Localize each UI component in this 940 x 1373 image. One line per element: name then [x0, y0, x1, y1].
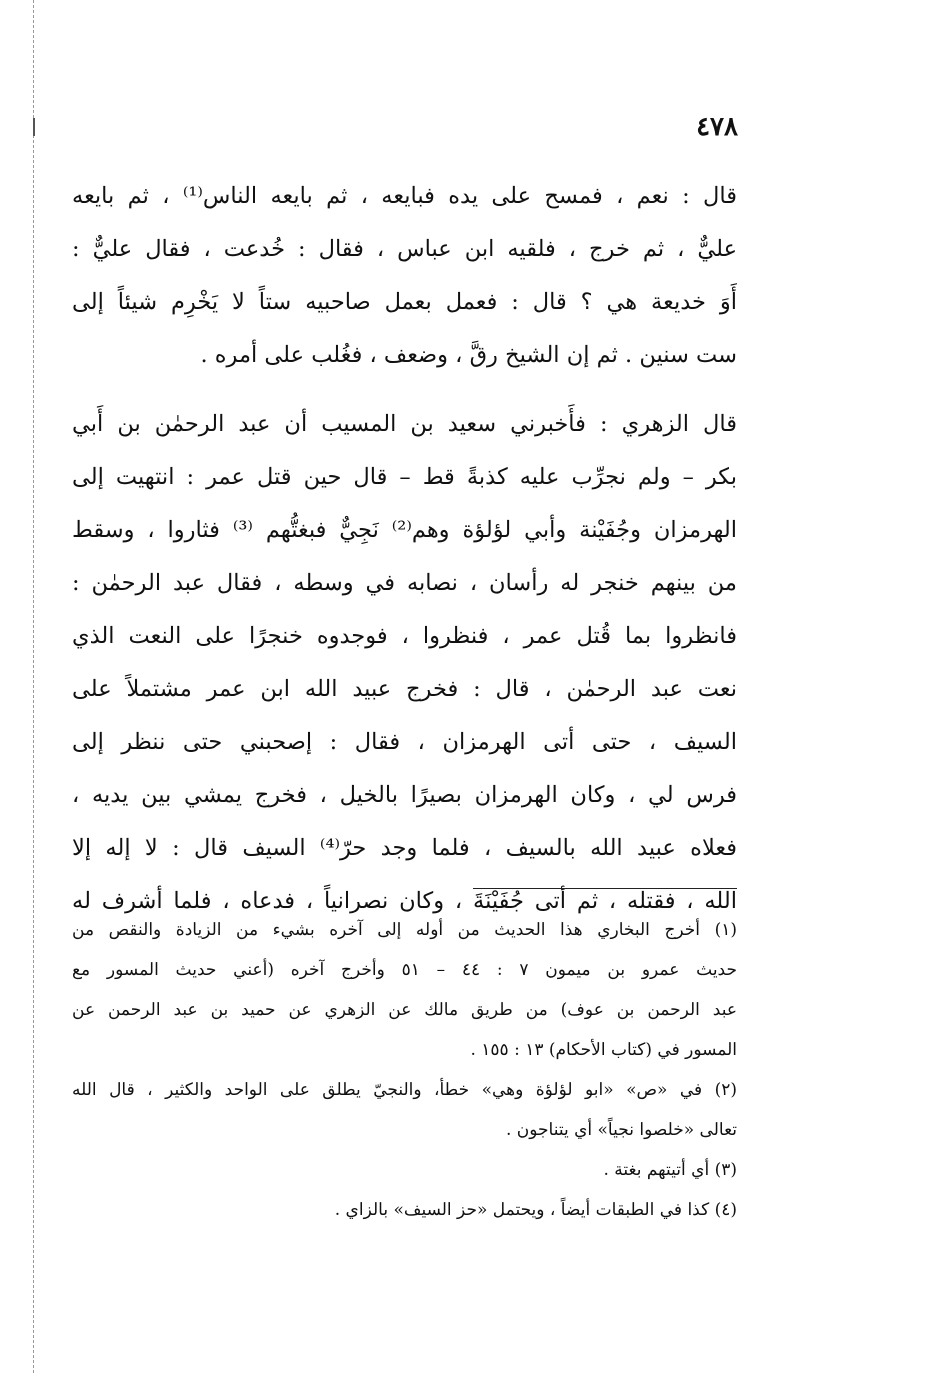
footnote-line: (٤) كذا في الطبقات أيضاً ، ويحتمل «حز السيف» بالزاي . [334, 1200, 737, 1220]
footnote-1 [72, 910, 737, 1070]
footnote-line: (١) أخرج البخاري هذا الحديث من أوله إلى آخره بشيء من الزيادة والنقص من [72, 920, 737, 940]
text-line: الهرمزان وجُفَيْنة وأبي لؤلؤة وهم⁽²⁾ نَجِيٌّ فبغتُّهم ⁽³⁾ فثاروا ، وسقط [72, 517, 737, 543]
footnote-3 [72, 1150, 737, 1190]
footnote-line: (٢) في «ص» «ابو لؤلؤة وهي» خطأ، والنجيّ يطلق على الواحد والكثير ، قال الله [72, 1080, 737, 1100]
text-line: السيف ، حتى أتى الهرمزان ، فقال : إصحبني حتى ننظر إلى [72, 729, 737, 755]
footnote-line: تعالى «خلصوا نجياً» أي يتناجون . [505, 1120, 737, 1140]
footnote-2 [72, 1070, 737, 1150]
text-line: أَوَ خديعة هي ؟ قال : فعمل بعمل صاحبيه ستاً لا يَخْرِم شيئاً إلى [72, 289, 737, 315]
footnote-line: المسور في (كتاب الأحكام) ١٣ : ١٥٥ . [470, 1040, 737, 1060]
text-line: من بينهم خنجر له رأسان ، نصابه في وسطه ، فقال عبد الرحمٰن : [72, 570, 737, 596]
text-line: عليٌّ ، ثم خرج ، فلقيه ابن عباس ، فقال : خُدعت ، فقال عليٌّ : [72, 236, 737, 262]
paragraph-1 [72, 170, 737, 382]
footnotes [72, 910, 737, 1230]
text-line: نعت عبد الرحمٰن ، قال : فخرج عبيد الله ابن عمر مشتملاً على [72, 676, 737, 702]
page-number: ٤٧٨ [696, 112, 738, 142]
page-edge-line [33, 0, 34, 1373]
text-line: فانظروا بما قُتل عمر ، فنظروا ، فوجدوه خنجرًا على النعت الذي [72, 623, 737, 649]
main-text [72, 170, 737, 928]
footnote-line: حديث عمرو بن ميمون ٧ : ٤٤ – ٥١ وأخرج آخره (أعني حديث المسور مع [72, 960, 737, 980]
text-line: فعلاه عبيد الله بالسيف ، فلما وجد حرّ⁽⁴⁾ السيف قال : لا إله إلا [72, 835, 737, 861]
paragraph-2 [72, 398, 737, 928]
text-line: الله ، فقتله ، ثم أتى جُفَيْنَةَ ، وكان نصرانياً ، فدعاه ، فلما أشرف له [72, 888, 737, 914]
text-line: قال الزهري : فأَخبرني سعيد بن المسيب أن عبد الرحمٰن بن أَبي [72, 411, 737, 437]
footnote-4 [72, 1190, 737, 1230]
footnote-divider [473, 888, 737, 889]
text-line: ست سنين . ثم إن الشيخ رقَّ ، وضعف ، فغُلب على أمره . [200, 342, 737, 368]
footnote-line: عبد الرحمن بن عوف) من طريق مالك عن الزهري عن حميد بن عبد الرحمن عن [72, 1000, 737, 1020]
paragraph-gap [72, 382, 737, 398]
text-line: قال : نعم ، فمسح على يده فبايعه ، ثم بايعه الناس⁽¹⁾ ، ثم بايعه [72, 183, 737, 209]
footnote-line: (٣) أي أتيتهم بغتة . [603, 1160, 737, 1180]
text-line: بكر – ولم نجرِّب عليه كذبةً قط – قال حين قتل عمر : انتهيت إلى [72, 464, 737, 490]
text-line: فرس لي ، وكان الهرمزان بصيرًا بالخيل ، فخرج يمشي بين يديه ، [72, 782, 737, 808]
page-edge-mark [33, 118, 35, 136]
